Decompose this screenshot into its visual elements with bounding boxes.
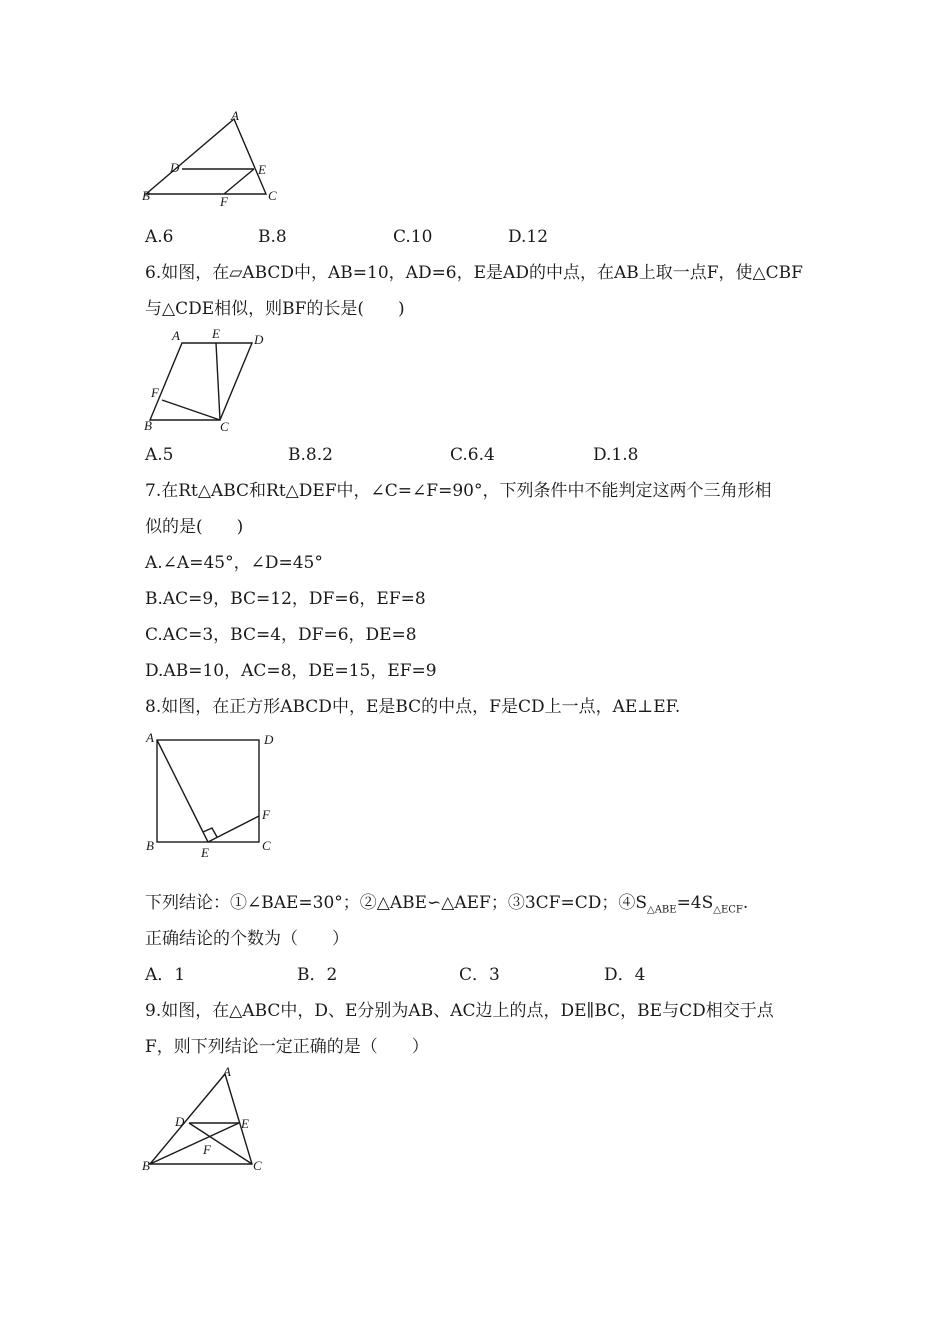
label-f: F [203, 1142, 211, 1157]
q7-option-b: B.AC=9，BC=12，DF=6，EF=8 [145, 589, 426, 609]
figure-q9 [138, 1064, 268, 1179]
q7-option-a: A.∠A=45°，∠D=45° [145, 553, 323, 573]
q6-text-line1: 6.如图，在▱ABCD中，AB=10，AD=6，E是AD的中点，在AB上取一点F，使△CBF [145, 263, 803, 283]
q8-conclusions-end: . [742, 893, 749, 913]
segment-ae [157, 740, 208, 842]
label-b: B [142, 1158, 150, 1173]
label-d: D [170, 160, 180, 175]
q6-option-d: D.1.8 [593, 445, 639, 465]
label-e: E [212, 326, 220, 341]
q8-option-c: C．3 [459, 965, 500, 985]
q7-text-line2: 似的是( ) [145, 517, 244, 537]
label-e: E [201, 845, 209, 860]
q6-option-b: B.8.2 [288, 445, 333, 465]
label-c: C [262, 838, 271, 853]
label-a: A [231, 108, 239, 123]
label-d: D [175, 1114, 185, 1129]
triangle-abc [150, 1074, 252, 1164]
q7-text-line1: 7.在Rt△ABC和Rt△DEF中，∠C=∠F=90°，下列条件中不能判定这两个三角形相 [145, 481, 772, 501]
triangle-abc [146, 119, 266, 194]
label-b: B [142, 188, 150, 203]
square-abcd [157, 740, 259, 842]
q8-conclusions-prefix: 下列结论：①∠BAE=30°；②△ABE∽△AEF；③3CF=CD；④S [145, 893, 647, 913]
q8-sub-abe: △ABE [647, 904, 677, 916]
label-d: D [254, 332, 264, 347]
q5-option-d: D.12 [508, 227, 549, 247]
q8-sub-ecf: △ECF [713, 904, 743, 916]
q5-option-a: A.6 [145, 227, 174, 247]
segment-ef [224, 169, 254, 194]
label-b: B [146, 838, 154, 853]
label-a: A [146, 730, 154, 745]
figure-q6 [138, 326, 278, 436]
label-f: F [151, 385, 159, 400]
label-f: F [220, 194, 228, 209]
q8-conclusions [145, 892, 748, 921]
label-a: A [172, 328, 180, 343]
label-c: C [220, 419, 229, 434]
label-b: B [144, 418, 152, 433]
q8-option-b: B．2 [297, 965, 338, 985]
figure-q8 [140, 726, 280, 862]
q7-option-d: D.AB=10，AC=8，DE=15，EF=9 [145, 661, 437, 681]
q7-option-c: C.AC=3，BC=4，DF=6，DE=8 [145, 625, 417, 645]
label-e: E [258, 162, 266, 177]
q8-text-line1: 8.如图，在正方形ABCD中，E是BC的中点，F是CD上一点，AE⊥EF. [145, 697, 681, 717]
q8-conclusions-mid: =4S [676, 893, 714, 913]
label-c: C [268, 188, 277, 203]
figure-q5 [138, 108, 288, 213]
q5-option-c: C.10 [393, 227, 433, 247]
segment-ec [216, 343, 220, 420]
q5-option-b: B.8 [258, 227, 287, 247]
q8-option-d: D．4 [604, 965, 646, 985]
label-e: E [241, 1116, 249, 1131]
segment-ef [208, 816, 259, 842]
segment-be [150, 1123, 239, 1164]
q6-option-c: C.6.4 [450, 445, 495, 465]
parallelogram-abcd [150, 343, 252, 420]
q9-text-line1: 9.如图，在△ABC中，D、E分别为AB、AC边上的点，DE∥BC，BE与CD相交于点 [145, 1001, 774, 1021]
label-c: C [253, 1158, 262, 1173]
label-d: D [264, 732, 274, 747]
q9-text-line2: F，则下列结论一定正确的是（ ） [145, 1037, 429, 1057]
label-a: A [223, 1064, 231, 1079]
q8-option-a: A．1 [145, 965, 186, 985]
segment-fc [162, 400, 220, 420]
q8-question: 正确结论的个数为（ ） [145, 929, 349, 949]
q6-option-a: A.5 [145, 445, 174, 465]
label-f: F [262, 807, 270, 822]
q6-text-line2: 与△CDE相似，则BF的长是( ) [145, 299, 405, 319]
